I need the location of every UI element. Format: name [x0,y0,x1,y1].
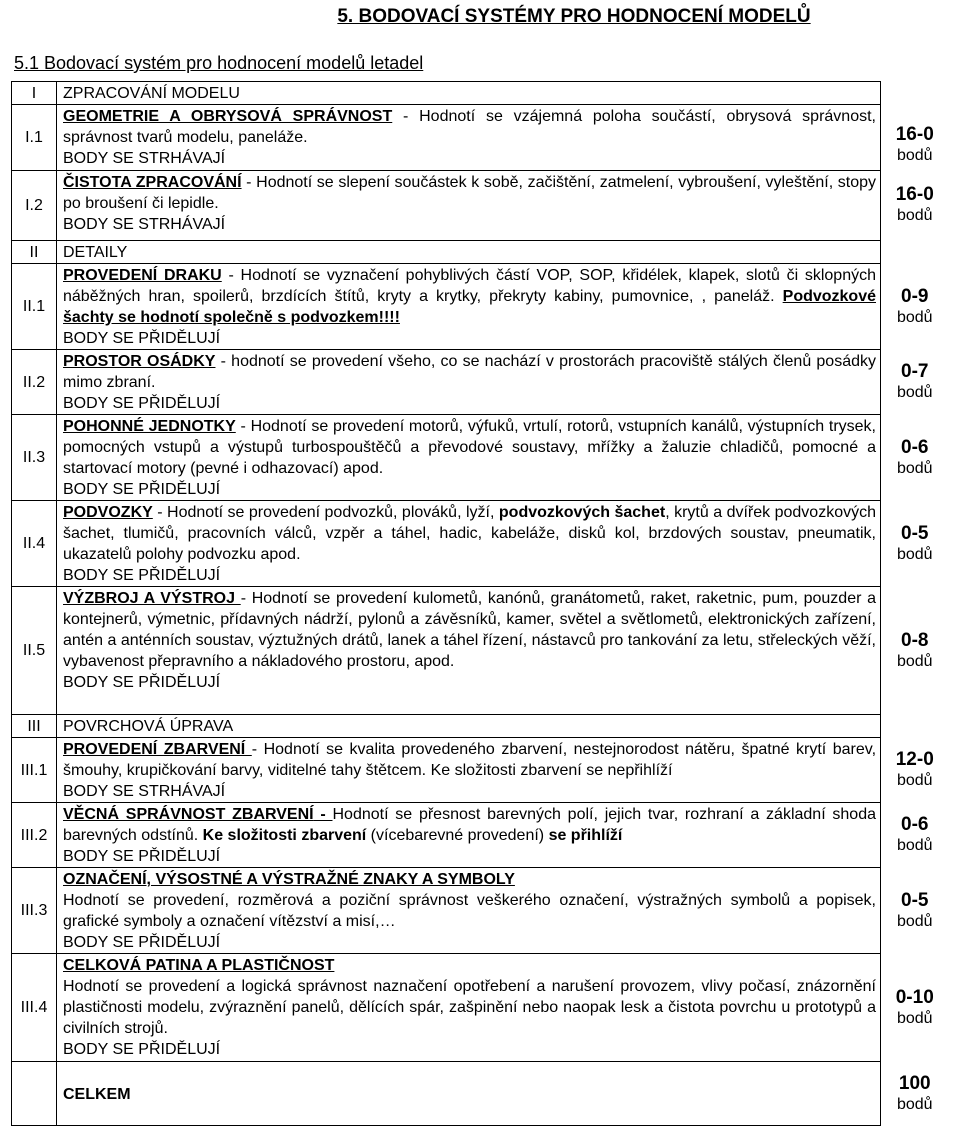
total-label: CELKEM [63,1085,131,1103]
item-number: II.1 [12,264,57,350]
points-value: 0-5 [901,889,929,911]
item-bold-text: Podvozkové šachty se hodnotí společně s podvozkem!!!! [63,288,876,326]
item-number: II.5 [12,587,57,715]
item-row-I1 [12,105,949,171]
item-heading: PROVEDENÍ ZBARVENÍ [63,741,252,758]
section-number: I [12,82,57,105]
item-note: BODY SE PŘIDĚLUJÍ [63,934,221,951]
item-row-II4 [12,501,949,587]
section-label: POVRCHOVÁ ÚPRAVA [57,715,881,738]
points-value: 0-6 [901,436,929,458]
points-cell [881,868,949,954]
points-value: 0-9 [901,285,929,307]
item-row-III2 [12,803,949,868]
section-number: III [12,715,57,738]
points-unit: bodů [896,459,933,477]
item-bold-text: se přihlíží [548,827,623,844]
item-description [57,350,881,415]
total-label-cell [57,1062,881,1126]
scoring-table [11,81,949,1126]
item-heading: OZNAČENÍ, VÝSOSTNÉ A VÝSTRAŽNÉ ZNAKY A SYMBOLY [63,871,515,888]
item-description [57,954,881,1062]
points-value: 16-0 [895,123,934,145]
section-label: ZPRACOVÁNÍ MODELU [57,82,881,105]
item-heading: PROVEDENÍ DRAKU [63,267,222,284]
item-description [57,587,881,715]
item-text: - hodnotí se provedení všeho, co se nachází v prostorách pracoviště stálých členů posádky mimo zbraní. [63,353,876,391]
item-heading: PODVOZKY [63,504,153,521]
page-title: 5. BODOVACÍ SYSTÉMY PRO HODNOCENÍ MODELŮ [337,6,811,27]
item-note: BODY SE PŘIDĚLUJÍ [63,674,221,691]
item-text: Hodnotí se provedení, rozměrová a poziční správnost veškerého označení, výstražných symbolů a popisek, grafické symboly a označení vítězství a misí,… [63,892,876,930]
points-cell [881,738,949,803]
item-description [57,738,881,803]
points-cell [881,264,949,350]
points-value: 0-10 [895,986,934,1008]
item-note: BODY SE PŘIDĚLUJÍ [63,395,221,412]
points-cell [881,501,949,587]
item-number: III.2 [12,803,57,868]
item-description [57,264,881,350]
item-number: II.2 [12,350,57,415]
item-note: BODY SE PŘIDĚLUJÍ [63,330,221,347]
item-number: II.4 [12,501,57,587]
item-row-II5 [12,587,949,715]
section-number: II [12,241,57,264]
section-row-I [12,82,949,105]
item-text: - Hodnotí se provedení motorů, výfuků, vrtulí, rotorů, vstupních kanálů, výstupních trysek, pomocných vstupů a výstupů turbospouštěčů a převodové soustavy, mřížky a žaluzie chladičů, pomocné a startovací motory (pevné i odhazovací) apod. [63,418,876,477]
total-row [12,1062,949,1126]
item-note: BODY SE STRHÁVAJÍ [63,150,226,167]
item-text: Hodnotí se provedení a logická správnost naznačení opotřebení a narušení provozem, vlivy počasí, znázornění plastičnosti modelu, zvýraznění panelů, dělících spár, zašpinění nebo naopak lesk a čistota povrchu u prototypů a civilních strojů. [63,978,876,1037]
points-value: 0-5 [901,522,929,544]
points-unit: bodů [896,308,933,326]
item-number: III.4 [12,954,57,1062]
item-number: II.3 [12,415,57,501]
item-note: BODY SE PŘIDĚLUJÍ [63,1041,221,1058]
item-heading: GEOMETRIE A OBRYSOVÁ SPRÁVNOST [63,108,393,125]
points-unit: bodů [896,912,933,930]
item-text: - Hodnotí se kvalita provedeného zbarvení, nestejnorodost nátěru, špatné krytí barev, šmouhy, krupičkování barvy, viditelné tahy štětcem. Ke složitosti zbarvení se nepřihlíží [63,741,877,779]
item-note: BODY SE PŘIDĚLUJÍ [63,848,221,865]
item-text: , krytů a dvířek podvozkových šachet, tlumičů, pracovních válců, vzpěr a táhel, hadic, kabeláže, disků kol, brzdových soustav, pneumatik, ukazatelů polohy podvozku apod. [63,504,877,563]
item-note: BODY SE STRHÁVAJÍ [63,783,226,800]
item-text: Hodnotí se přesnost barevných polí, jejich tvar, rozhraní a základní shoda barevných odstínů. [63,806,877,844]
section-row-III [12,715,949,738]
points-unit: bodů [896,1095,933,1113]
points-value: 0-7 [901,361,929,382]
points-unit: bodů [896,652,933,670]
total-points-cell [881,1062,949,1126]
section-row-II [12,241,949,264]
item-row-II2 [12,350,949,415]
points-cell [881,803,949,868]
item-number: I.2 [12,171,57,241]
item-description [57,803,881,868]
item-row-III4 [12,954,949,1062]
total-points-value: 100 [898,1072,931,1094]
item-text: - Hodnotí se vzájemná poloha součástí, obrysová správnost, správnost tvarů modelu, paneláže. [63,108,876,146]
item-description [57,105,881,171]
item-heading: VĚCNÁ SPRÁVNOST ZBARVENÍ [63,806,314,823]
item-bold-text: Ke složitosti zbarvení [202,827,367,844]
item-description [57,868,881,954]
points-cell [881,415,949,501]
item-row-II3 [12,415,949,501]
points-unit: bodů [896,545,933,563]
points-value: 16-0 [895,183,934,205]
points-unit: bodů [896,837,933,854]
points-cell [881,587,949,715]
item-number: III.3 [12,868,57,954]
item-text: - Hodnotí se provedení kulometů, kanónů, granátometů, raket, raketnic, pum, pouzder a kontejnerů, výmetnic, přídavných nádrží, pylonů a závěsníků, kamer, světel a světlometů, elektronických zařízení, antén a anténních soustav, výztužných drátů, lanek a táhel řízení, nástavců pro tankování za letu, střeleckých věží, vybavenost přepravního a nákladového prostoru, apod. [63,590,877,670]
item-text: (vícebarevné provedení) [366,827,549,844]
item-row-III3 [12,868,949,954]
item-heading: ČISTOTA ZPRACOVÁNÍ [63,174,242,191]
points-unit: bodů [896,1009,933,1027]
points-value: 12-0 [895,749,934,770]
item-heading: PROSTOR OSÁDKY [63,353,216,370]
item-description [57,415,881,501]
points-unit: bodů [896,206,933,224]
item-text: - Hodnotí se provedení podvozků, plováků, lyží, [152,504,499,521]
points-unit: bodů [896,384,933,401]
item-dash: - [313,806,333,823]
item-text: - Hodnotí se slepení součástek k sobě, začištění, zatmelení, vybroušení, vyleštění, stopy po broušení či lepidle. [63,174,877,212]
item-row-II1 [12,264,949,350]
item-note: BODY SE PŘIDĚLUJÍ [63,567,221,584]
points-unit: bodů [896,146,933,164]
section-label: DETAILY [57,241,881,264]
section-subtitle: 5.1 Bodovací systém pro hodnocení modelů letadel [14,53,424,73]
points-unit: bodů [896,772,933,789]
item-note: BODY SE STRHÁVAJÍ [63,216,226,233]
item-heading: CELKOVÁ PATINA A PLASTIČNOST [63,957,335,974]
points-cell [881,350,949,415]
item-number: I.1 [12,105,57,171]
item-note: BODY SE PŘIDĚLUJÍ [63,481,221,498]
points-cell [881,82,949,241]
item-description [57,171,881,241]
item-bold-text: podvozkových šachet [498,504,666,521]
points-cell [881,954,949,1062]
item-text: - Hodnotí se vyznačení pohyblivých částí VOP, SOP, křidélek, klapek, slotů či sklopných náběžných hran, spoilerů, brzdících štítů, kryty a krytky, překryty kabiny, pumovnice, , paneláž. [63,267,876,305]
item-heading: VÝZBROJ A VÝSTROJ [63,590,241,607]
item-description [57,501,881,587]
points-value: 0-8 [901,629,929,651]
item-row-I2 [12,171,949,241]
item-number: III.1 [12,738,57,803]
points-value: 0-6 [901,814,929,835]
item-heading: POHONNÉ JEDNOTKY [63,418,236,435]
item-row-III1 [12,738,949,803]
